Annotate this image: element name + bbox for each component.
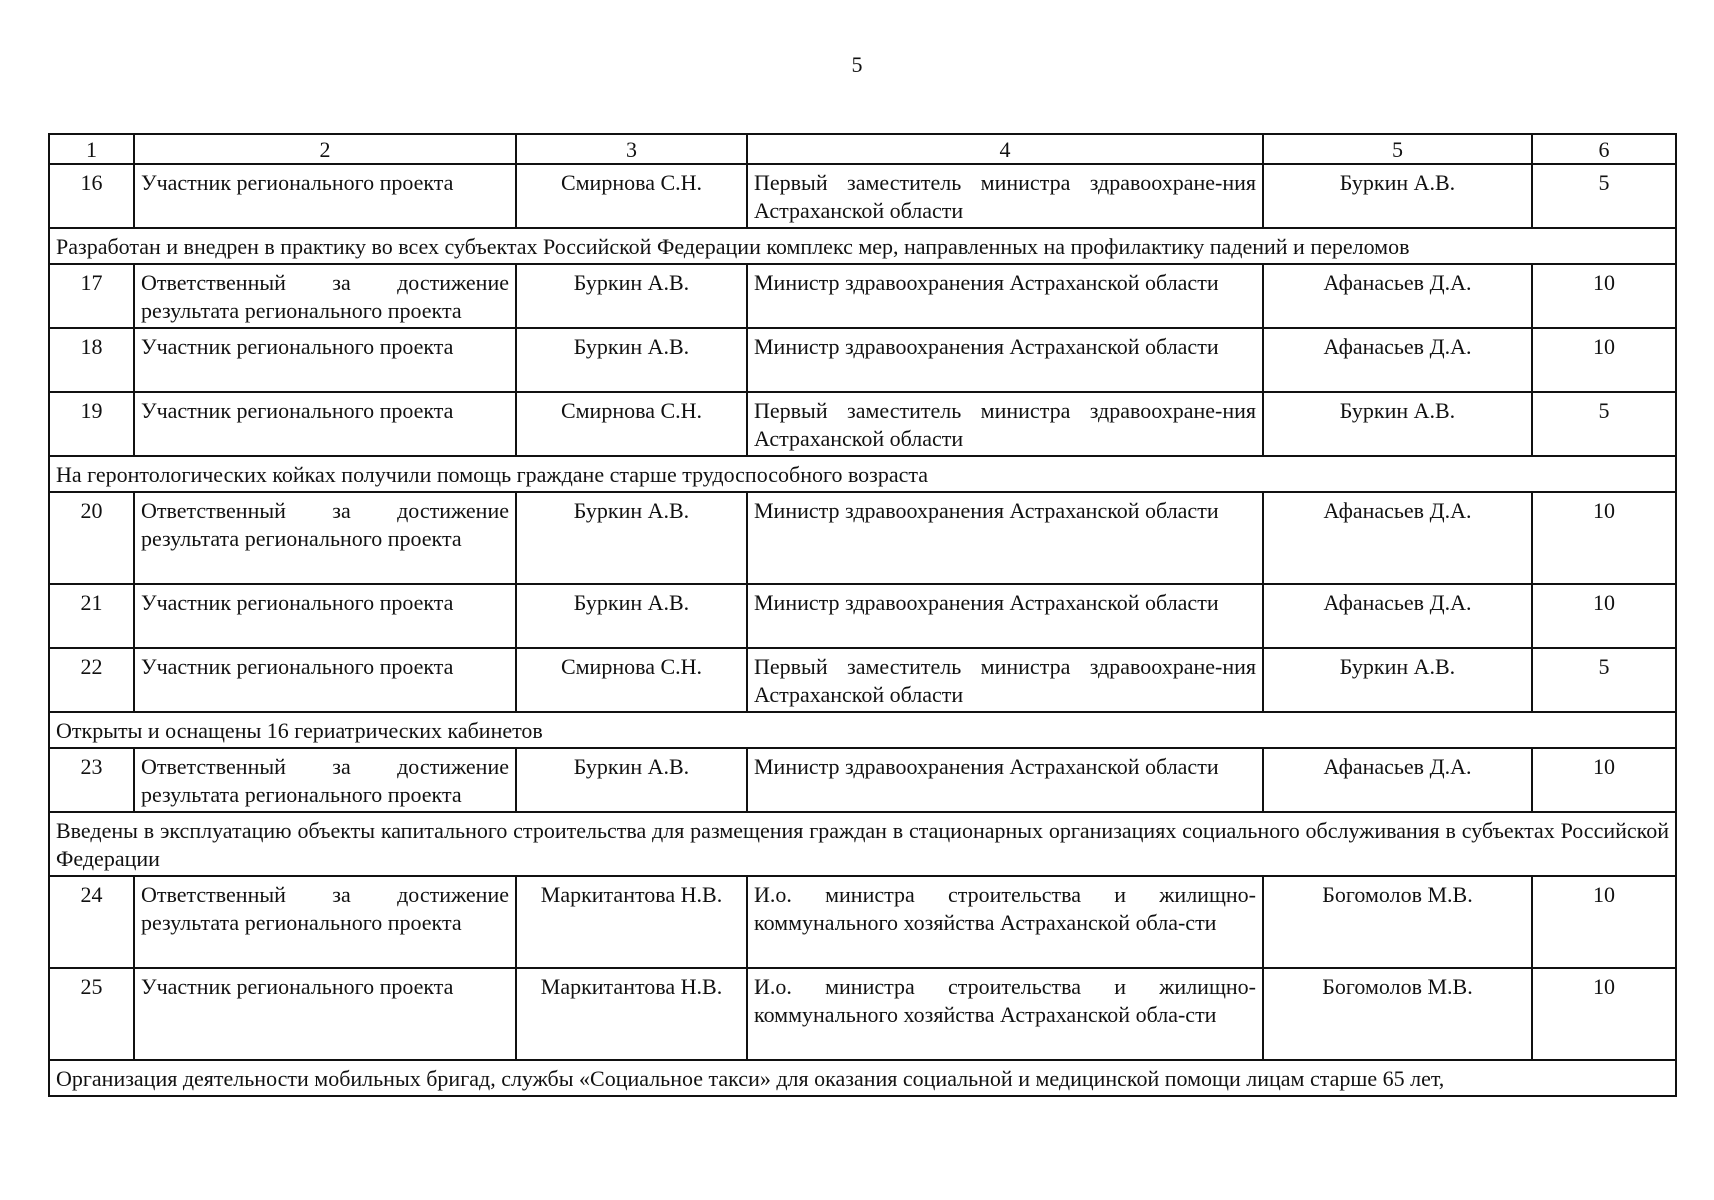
workload-cell: 10	[1532, 492, 1676, 584]
role-cell: Ответственный за достижение результата регионального проекта	[134, 748, 516, 812]
table-row	[49, 164, 1676, 228]
column-header: 1	[49, 134, 134, 164]
position-cell: Министр здравоохранения Астраханской области	[747, 264, 1263, 328]
workload-cell: 5	[1532, 164, 1676, 228]
responsible-name-cell: Смирнова С.Н.	[516, 392, 747, 456]
column-header: 3	[516, 134, 747, 164]
section-row	[49, 1060, 1676, 1096]
position-cell: И.о. министра строительства и жилищно-коммунального хозяйства Астраханской обла-сти	[747, 968, 1263, 1060]
table-row	[49, 392, 1676, 456]
workload-cell: 10	[1532, 748, 1676, 812]
workload-cell: 10	[1532, 328, 1676, 392]
row-number: 24	[49, 876, 134, 968]
row-number: 22	[49, 648, 134, 712]
supervisor-cell: Буркин А.В.	[1263, 164, 1532, 228]
supervisor-cell: Афанасьев Д.А.	[1263, 264, 1532, 328]
section-title: Организация деятельности мобильных бригад, службы «Социальное такси» для оказания социальной и медицинской помощи лицам старше 65 лет,	[49, 1060, 1676, 1096]
responsible-name-cell: Буркин А.В.	[516, 264, 747, 328]
column-header: 2	[134, 134, 516, 164]
supervisor-cell: Афанасьев Д.А.	[1263, 584, 1532, 648]
supervisor-cell: Богомолов М.В.	[1263, 968, 1532, 1060]
position-cell: Первый заместитель министра здравоохране-ния Астраханской области	[747, 648, 1263, 712]
workload-cell: 10	[1532, 876, 1676, 968]
responsible-name-cell: Буркин А.В.	[516, 328, 747, 392]
section-title: Открыты и оснащены 16 гериатрических кабинетов	[49, 712, 1676, 748]
table-row	[49, 492, 1676, 584]
column-header: 6	[1532, 134, 1676, 164]
section-title: На геронтологических койках получили помощь граждане старше трудоспособного возраста	[49, 456, 1676, 492]
role-cell: Ответственный за достижение результата регионального проекта	[134, 492, 516, 584]
section-title: Введены в эксплуатацию объекты капитального строительства для размещения граждан в стационарных организациях социального обслуживания в субъектах Российской Федерации	[49, 812, 1676, 876]
supervisor-cell: Буркин А.В.	[1263, 648, 1532, 712]
workload-cell: 5	[1532, 392, 1676, 456]
role-cell: Участник регионального проекта	[134, 164, 516, 228]
table-row	[49, 584, 1676, 648]
workload-cell: 10	[1532, 968, 1676, 1060]
role-cell: Участник регионального проекта	[134, 584, 516, 648]
position-cell: Министр здравоохранения Астраханской области	[747, 748, 1263, 812]
section-row	[49, 712, 1676, 748]
responsible-name-cell: Буркин А.В.	[516, 748, 747, 812]
row-number: 25	[49, 968, 134, 1060]
responsible-name-cell: Буркин А.В.	[516, 584, 747, 648]
supervisor-cell: Богомолов М.В.	[1263, 876, 1532, 968]
role-cell: Участник регионального проекта	[134, 328, 516, 392]
section-row	[49, 456, 1676, 492]
workload-cell: 10	[1532, 584, 1676, 648]
role-cell: Ответственный за достижение результата регионального проекта	[134, 264, 516, 328]
section-row	[49, 812, 1676, 876]
column-header: 4	[747, 134, 1263, 164]
position-cell: Министр здравоохранения Астраханской области	[747, 328, 1263, 392]
supervisor-cell: Афанасьев Д.А.	[1263, 328, 1532, 392]
position-cell: Министр здравоохранения Астраханской области	[747, 584, 1263, 648]
responsible-name-cell: Смирнова С.Н.	[516, 648, 747, 712]
supervisor-cell: Афанасьев Д.А.	[1263, 492, 1532, 584]
role-cell: Участник регионального проекта	[134, 392, 516, 456]
role-cell: Участник регионального проекта	[134, 648, 516, 712]
table-row	[49, 968, 1676, 1060]
role-cell: Участник регионального проекта	[134, 968, 516, 1060]
position-cell: Первый заместитель министра здравоохране-ния Астраханской области	[747, 164, 1263, 228]
section-title: Разработан и внедрен в практику во всех субъектах Российской Федерации комплекс мер, направленных на профилактику падений и переломов	[49, 228, 1676, 264]
role-cell: Ответственный за достижение результата регионального проекта	[134, 876, 516, 968]
row-number: 17	[49, 264, 134, 328]
column-header: 5	[1263, 134, 1532, 164]
workload-cell: 5	[1532, 648, 1676, 712]
workload-cell: 10	[1532, 264, 1676, 328]
table-row	[49, 328, 1676, 392]
row-number: 16	[49, 164, 134, 228]
responsible-name-cell: Маркитантова Н.В.	[516, 968, 747, 1060]
responsible-name-cell: Маркитантова Н.В.	[516, 876, 747, 968]
supervisor-cell: Буркин А.В.	[1263, 392, 1532, 456]
row-number: 21	[49, 584, 134, 648]
responsible-name-cell: Буркин А.В.	[516, 492, 747, 584]
table-row	[49, 264, 1676, 328]
responsible-name-cell: Смирнова С.Н.	[516, 164, 747, 228]
table-header-row	[49, 134, 1676, 164]
supervisor-cell: Афанасьев Д.А.	[1263, 748, 1532, 812]
table-row	[49, 748, 1676, 812]
position-cell: Министр здравоохранения Астраханской области	[747, 492, 1263, 584]
participants-table	[48, 133, 1677, 1097]
page-number: 5	[851, 52, 863, 77]
row-number: 23	[49, 748, 134, 812]
table-row	[49, 648, 1676, 712]
row-number: 19	[49, 392, 134, 456]
table-row	[49, 876, 1676, 968]
section-row	[49, 228, 1676, 264]
row-number: 18	[49, 328, 134, 392]
position-cell: И.о. министра строительства и жилищно-коммунального хозяйства Астраханской обла-сти	[747, 876, 1263, 968]
position-cell: Первый заместитель министра здравоохране-ния Астраханской области	[747, 392, 1263, 456]
row-number: 20	[49, 492, 134, 584]
